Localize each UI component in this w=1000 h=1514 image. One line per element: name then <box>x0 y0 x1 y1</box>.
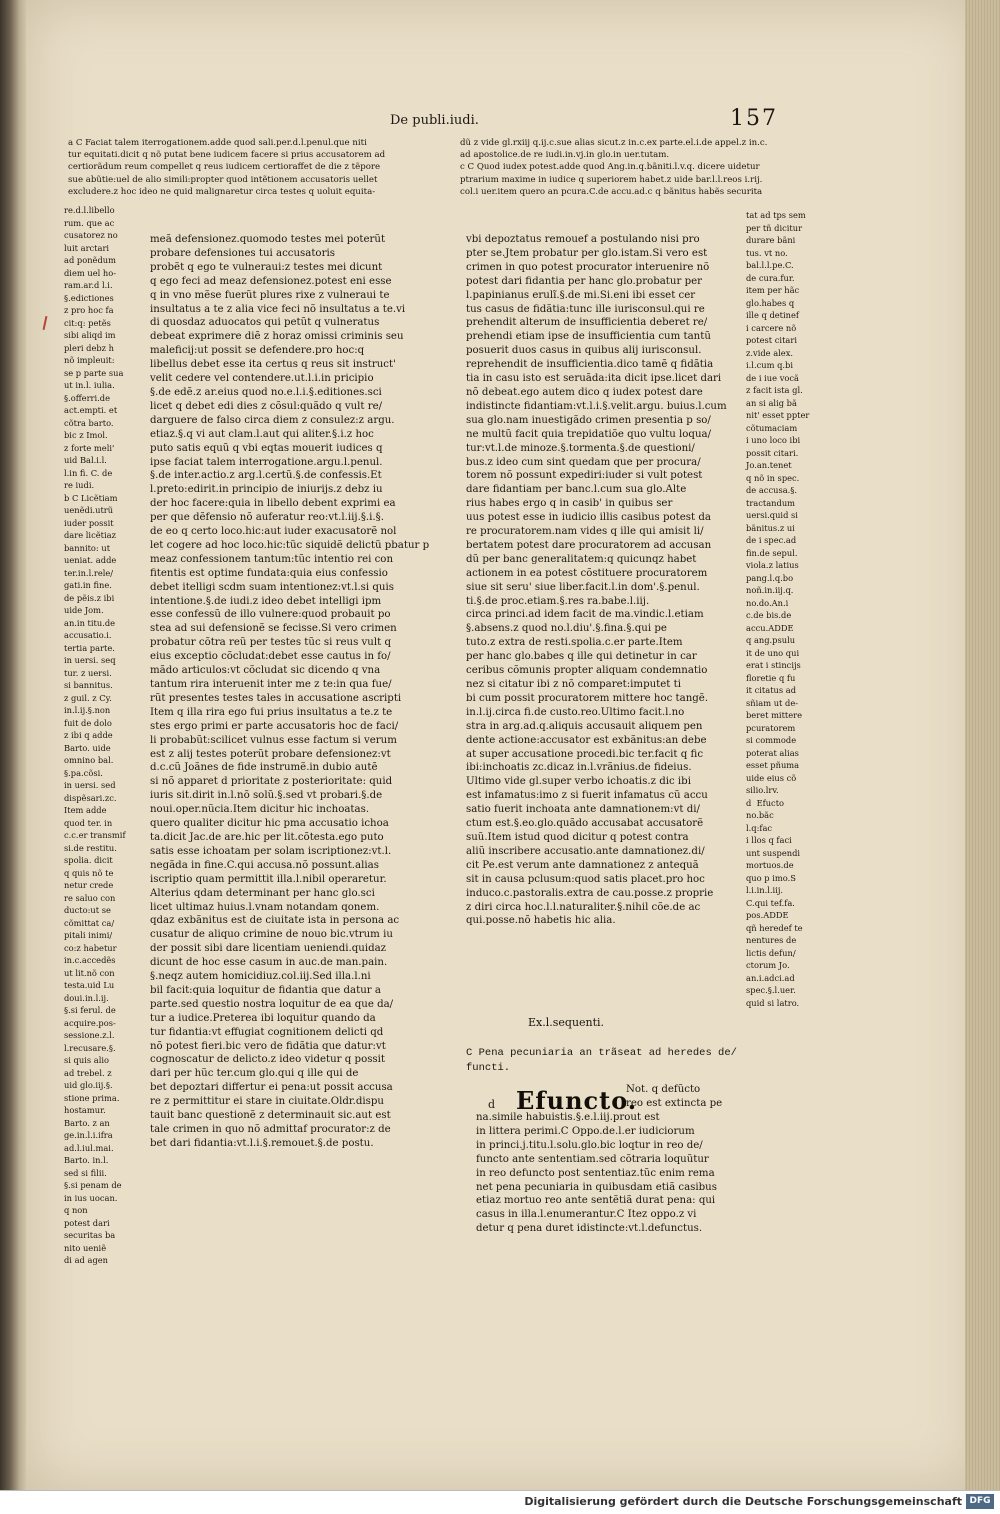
text-column-1: meã defensionez.quomodo testes mei poterũt probare defensiones tui accusatoris probẽt q ego te vulneraui:z testes mei dicunt q ego feci ad meaz defensionez.potest eni esse q in vno mẽse fuerũt plures rixe z vulneraui te insultatus a te z alia vice feci nõ insultatus a te.vi di quosdaz aduocatos qui petũt q vulneratus debeat exprimere diẽ z horaz omissi criminis seu maleficij:ut possit se defendere.pro hoc:q libellus debet esse ita certus q reus sit instruct' velit cedere vel contendere.ut.l.i.in pricipio §.de edẽ.z ar.eius quod no.e.l.i.§.editiones.sci licet q debet edi dies z cõsul:quãdo q vult re/ darguere de falso circa diem z consulez:z argu. etiaz.§.q vi aut clam.l.aut qui aliter.§.i.z hoc puto satis equũ q vbi eqtas mouerit iudices q ipse faciat talem interrogatione.argu.l.penul. §.de inter.actio.z arg.l.certũ.§.de confessis.Et l.preto:edirit.in principio de iniurijs.z debz iu der hoc facere:quia in libello debent exprimi ea per que dẽfensio nõ auferatur reo:vt.l.iij.§.i.§. de eo q certo loco.hic:aut iuder exacusatorẽ nol let cogere ad hoc loco.hic:tũc siquidẽ delictũ pbatur p meaz confessionem tantum:tũc intentio rei con fitentis est optime fundata:quia eius confessio debet itelligi scdm suam intentionez:vt.l.si quis intentione.§.de iudi.z ideo debet intelligi ipm esse confessũ de illo vulnere:quod probauit po stea ad sui defensionẽ se fecisse.Si vero crimen probatur cõtra reũ per testes tũc si reus vult q eius exceptio cõcludat:debet esse cautus in fo/ mãdo articulos:vt cõcludat sic dicendo q vna tantum rira interuenit inter me z te:in qua fue/ rũt presentes testes tales in accusatione ascripti Item q illa rira ego fui prius insultatus a te.z te stes ergo primi er parte accusatoris hoc de faci/ li probabũt:scilicet vulnus esse factum si verum est z alij testes poterũt probare defensionez:vt d.c.cũ Joãnes de fide instrumẽ.in dubio autẽ si nõ apparet d prioritate z posterioritate: quid iuris sit.dirit in.l.nõ solũ.§.sed vt probari.§.de noui.oper.nũcia.Item dicitur hic inchoatas. quero qualiter dicitur hic pma accusatio ichoa ta.dicit Jac.de are.hic per lit.cõtesta.ego puto satis esse ichoatam per solam iscriptionez:vt.l. negãda in fine.C.qui accusa.nõ possunt.alias iscriptio quam permittit illa.l.nibil operaretur. Alterius qdam determinant per hanc glo.sci licet ultimaz huius.l.vnam notandam qonem. qdaz exbãnitus est de ciuitate ista in persona ac cusatur de aliquo crimine de nouo bic.vtrum iu der possit sibi dare licentiam ueniendi.quidaz dicunt de hoc esse casum in auc.de man.pain. §.neqz autem homicidiuz.col.iij.Sed illa.l.ni bil facit:quia loquitur de fidantia que datur a parte.sed questio nostra loquitur de ea que da/ tur a iudice.Preterea ibi loquitur quando da tur fidantia:vt effugiat cognitionem delicti qd nõ potest fieri.bic vero de fidãtia que datur:vt cognoscatur de delicto.z ideo videtur q possit dari per hũc ter.cum glo.qui q ille qui de bet depoztari differtur ei pena:ut possit accusa re z permittitur ei stare in ciuitate.Oldr.dispu tauit banc questionẽ z determinauit sic.aut est tale crimen in quo nõ admittaf procurator:z de bet dari fidantia:vt.l.i.§.remouet.§.de postu. <box>150 234 430 1149</box>
text-column-2: vbi depoztatus remouef a postulando nisi pro pter se.Jtem probatur per glo.istam.Si vero est crimen in quo potest procurator interuenire nõ potest dari fidantia per hanc glo.probatur per l.papinianus erulĩ.§.de mi.Si.eni ibi esset cer tus casus de fidãtia:tunc ille iurisconsul.qui re prehendit alterum de insufficientia deberet re/ prehendi etiam ipse de insufficientia cum tantũ posuerit duos casus in quibus alij iurisconsul. reprehendit de insufficientia.dico tamẽ q fidãtia tia in casu isto est seruãda:ita dicit ipse.licet dari nõ debeat.ego autem dico q iudex potest dare indistincte fidantiam:vt.l.i.§.velit.argu. buius.l.cum sua glo.nam inuestigãdo crimen presentia p so/ ne multũ facit quia trepidatiõe quo vultu loqua/ tur:vt.l.de minoze.§.tormenta.§.de questioni/ bus.z ideo cum sint quedam que per procura/ torem nõ possunt expediri:iuder si vult potest dare fidantiam per banc.l.cum sua glo.Alte rius habes ergo q in casib' in quibus ser uus potest esse in iudicio illis casibus potest da re procuratorem.nam vides q ille qui amisit li/ bertatem potest dare procuratorem ad accusan dũ per banc generalitatem:q quicunqz habet actionem in ea potest cõstituere procuratorem siue sit seru' siue liber.facit.l.in dom'.§.penul. ti.§.de proc.etiam.§.res ra.babe.l.iij. circa princi.ad idem facit de ma.vindic.l.etiam §.absens.z quod no.l.diu'.§.fina.§.qui pe tuto.z extra de resti.spolia.c.er parte.Item per hanc glo.babes q ille qui detinetur in car ceribus cõmunis propter aliquam condemnatio nez si citatur ibi z nõ comparet:imputet ti bi cum possit procuratorem mittere hoc tangẽ. in.l.ij.circa fi.de custo.reo.Ultimo facit.l.no stra in arg.ad.q.aliquis accusauit aliquem pen dente actione:accusator est exbãnitus:an debe at super accusatione procedi.bic ter.facit q fic ibi:inchoatis zc.dicaz in.l.vrãnius.de fideius. Ultimo vide gl.super verbo ichoatis.z dic ibi est infamatus:imo z si fuerit infamatus cũ accu satio fuerit inchoata ante damnationem:vt di/ ctum est.§.eo.glo.quãdo accusabat accusatorẽ suũ.Item istud quod dicitur q potest contra aliũ inscribere accusatio.ante damnationez.di/ cit Pe.est verum ante damnationez z antequã sit in causa pclusum:quod satis placet.pro hoc induco.c.pastoralis.extra de cau.posse.z proprie z diri circa hoc.l.l.naturaliter.§.nihil cõe.de ac qui.posse.nõ habetis hic alia. <box>466 234 727 927</box>
lemma-gloss: na.simile habuistis.§.e.l.iij.prout est in littera perimi.C Oppo.de.l.er iudiciorum in princi.j.titu.l.solu.glo.bic loqtur in reo de/ functo ante sententiam.sed cõtraria loquũtur in reo defuncto post sententiaz.tũc enim rema net pena pecuniaria in quibusdam etiã casibus etiaz mortuo reo ante sentẽtiã durat pena: qui casus in illa.l.enumerantur.C Itez oppo.z vi detur q pena duret idistincte:vt.l.defunctus. <box>476 1112 717 1235</box>
footer-credit: Digitalisierung gefördert durch die Deutsche Forschungsgemeinschaft <box>524 1495 962 1508</box>
gloss-top-right: dũ z vide gl.rxiij q.ij.c.sue alias sicut.z in.c.ex parte.el.i.de appel.z in.c. ad apostolice.de re iudi.in.vj.in glo.in uer.tutam. c C Quod iudex potest.adde quod Ang.in.q.bãniti.l.v.q. dicere uidetur ptrarium maxime in iudice q superiorem habet.z uide bar.l.l.reos i.rij. col.i uer.item quero an pcura.C.de accu.ad.c q bãnitus habẽs securita <box>460 138 768 197</box>
running-head: De publi.iudi. <box>390 113 479 128</box>
right-marginal-gloss: tat ad tps sem per tñ dicitur durare bãni tus. vt no. bal.l.l.pe.C. de cura.fur. item per hãc glo.habes q ille q detinef i carcere nõ potest citari z.vide alex. i.l.cum q.bi de i iue vocã z facit ista gl. an si alig bã nit' esset ppter cõtumaciam i uno loco ibi possit citari. Jo.an.tenet q nõ in spec. de accusa.§. tractandum uersi.quid si bãnitus.z ui de i spec.ad fin.de sepul. viola.z latius pang.l.q.bo noñ.in.iij.q. no.do.An.i c.de bis.de accu.ADDE q ang.psulu it de uno qui erat i stincijs floretie q fu it citatus ad sñiam ut de- beret mittere pcuratorem si commode poterat alias esset pñuma uide eius cõ silio.lrv. d Efucto no.bãc l.q:fac i llos q faci unt suspendi mortuos.de quo p imo.S l.i.in.l.iij. C.qui tef.fa. pos.ADDE qñ heredef te nentures de lictis defun/ ctorum Jo. an.i.adci.ad spec.§.l.uer. quid si latro. <box>746 210 810 1008</box>
gloss-top-left: a C Faciat talem iterrogationem.adde quod sali.per.d.l.penul.que niti tur equitati.dicit q nõ putat bene iudicem facere si prius accusatorem ad certiorãdum reum compellet q reus iudicem certioraffet de die z tẽpore sue abũtie:uel de alio simili:propter quod intẽtionem accusatoris uellet excludere.z hoc ideo ne quid malignaretur circa testes q uoluit equita- <box>68 138 386 197</box>
note-marker: d <box>488 1098 496 1111</box>
rubric: C Pena pecuniaria an trãseat ad heredes de/ functi. <box>466 1047 737 1074</box>
left-marginal-gloss: re.d.l.libello rum. que ac cusatorez no luit arctari ad ponẽdum diem uel ho- ram.ar.d l.i. §.edictiones z pro hoc fa cit:q: petẽs sibi aliqd im pleri debz h nõ impleuit: se p parte sua ut in.l. iulia. §.offerri.de act.empti. et cõtra barto. bic z Imol. z forte meli' uid Bal.i.l. l.in fi. C. de re iudi. b C Licẽtiam uenẽdi.utrũ iuder possit dare licẽtiaz bannito: ut ueniat. adde ter.in.l.rele/ gati.in fine. de pẽis.z ibi uide Jom. an.in titu.de accusatio.i. tertia parte. in uersi. seq tur. z uersi. si bannitus. z guil. z Cy. in.l.ij.§.non fuit de dolo z ibi q adde Barto. uide omnino bal. §.pa.cõsi. in uersi. sed dispẽsari.zc. Item adde quod ter. in c.c.er transmif si.de restitu. spolia. dicit q quis nõ te netur crede re saluo con ducto:ut se cõmittat ca/ pitali inimi/ co:z habetur in.c.accedẽs ut lit.nõ con testa.uid Lu doui.in.l.ij. §.si ferul. de acquire.pos- sessione.z.l. l.recusare.§. si quis alio ad trebel. z uid glo.iij.§. stione prima. hostamur. Barto. z an ge.in.l.i.ifra ad.l.iul.mai. Barto. in.l. sed si filii. §.si penam de in ius uocan. q non potest dari securitas ba nito ueniẽ di ad agen <box>64 205 126 1265</box>
digitization-footer <box>0 1490 1000 1514</box>
book-spine-edge <box>0 0 28 1513</box>
dfg-logo: DFG <box>966 1494 994 1509</box>
section-heading: Ex.l.sequenti. <box>528 1016 605 1029</box>
page-stack-edge <box>965 0 1000 1490</box>
lemma-gloss-lead: Not. q defũcto reo est extincta pe <box>626 1084 723 1109</box>
folio-number: 157 <box>730 106 778 131</box>
lemma-initial: Efuncto. <box>516 1086 638 1115</box>
